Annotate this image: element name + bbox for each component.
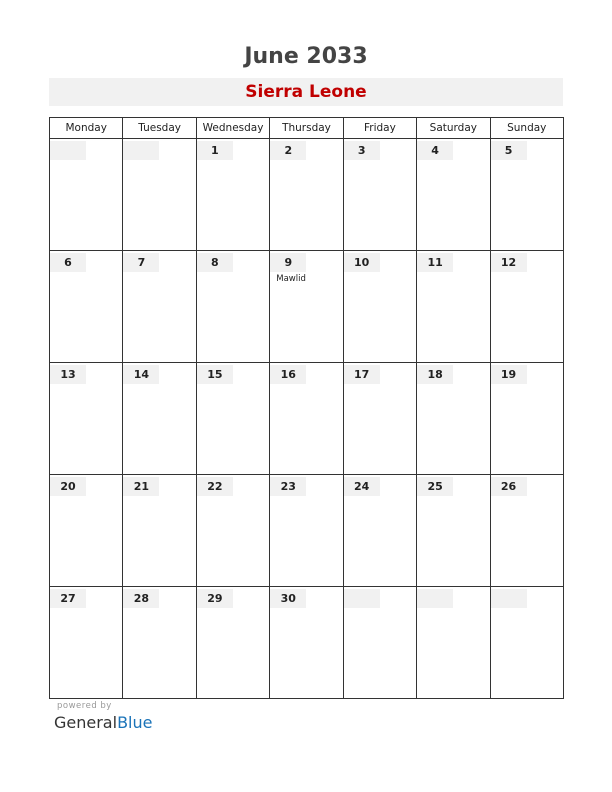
day-number: 17 <box>344 365 380 384</box>
day-cell <box>343 139 416 251</box>
day-number: 6 <box>50 253 86 272</box>
day-cell <box>50 475 123 587</box>
weekday-header: Thursday <box>270 118 343 139</box>
day-cell <box>343 251 416 363</box>
week-row <box>50 587 564 699</box>
day-number <box>491 589 527 608</box>
day-cell <box>490 139 563 251</box>
day-cell <box>123 587 196 699</box>
day-number: 20 <box>50 477 86 496</box>
day-cell <box>123 139 196 251</box>
day-cell <box>270 475 343 587</box>
day-number: 9 <box>270 253 306 272</box>
day-number: 14 <box>123 365 159 384</box>
weekday-header: Monday <box>50 118 123 139</box>
day-cell <box>123 363 196 475</box>
day-cell <box>490 475 563 587</box>
day-number <box>50 141 86 160</box>
day-number: 28 <box>123 589 159 608</box>
day-number: 23 <box>270 477 306 496</box>
day-number: 7 <box>123 253 159 272</box>
day-number: 22 <box>197 477 233 496</box>
day-number: 5 <box>491 141 527 160</box>
day-number: 21 <box>123 477 159 496</box>
week-row <box>50 363 564 475</box>
holiday-label: Mawlid <box>276 274 306 284</box>
day-number: 24 <box>344 477 380 496</box>
day-cell <box>417 587 490 699</box>
day-cell <box>343 363 416 475</box>
week-row <box>50 251 564 363</box>
day-number: 10 <box>344 253 380 272</box>
day-number <box>344 589 380 608</box>
brand-general: General <box>54 713 118 732</box>
day-cell <box>196 587 269 699</box>
day-number: 12 <box>491 253 527 272</box>
week-row <box>50 139 564 251</box>
day-cell <box>417 251 490 363</box>
day-number: 13 <box>50 365 86 384</box>
day-cell <box>343 475 416 587</box>
day-cell <box>196 139 269 251</box>
day-number <box>417 589 453 608</box>
country-banner <box>49 78 563 106</box>
day-cell <box>123 251 196 363</box>
day-number: 19 <box>491 365 527 384</box>
powered-by-text: powered by <box>57 701 112 711</box>
day-cell <box>123 475 196 587</box>
day-number: 25 <box>417 477 453 496</box>
day-cell <box>196 475 269 587</box>
day-cell <box>50 363 123 475</box>
day-number: 2 <box>270 141 306 160</box>
day-cell <box>417 475 490 587</box>
weekday-header: Sunday <box>490 118 563 139</box>
day-cell <box>490 587 563 699</box>
day-cell <box>417 363 490 475</box>
day-cell <box>50 587 123 699</box>
day-number: 29 <box>197 589 233 608</box>
weekday-header: Saturday <box>417 118 490 139</box>
day-cell <box>270 587 343 699</box>
day-cell <box>270 363 343 475</box>
weekday-header: Wednesday <box>196 118 269 139</box>
day-number: 15 <box>197 365 233 384</box>
day-cell <box>490 251 563 363</box>
day-number: 4 <box>417 141 453 160</box>
day-number: 16 <box>270 365 306 384</box>
day-cell <box>417 139 490 251</box>
day-cell <box>270 139 343 251</box>
day-number <box>123 141 159 160</box>
day-cell <box>50 251 123 363</box>
day-number: 3 <box>344 141 380 160</box>
day-number: 18 <box>417 365 453 384</box>
day-cell <box>196 251 269 363</box>
weekday-header: Friday <box>343 118 416 139</box>
day-cell <box>50 139 123 251</box>
country-name: Sierra Leone <box>245 82 367 102</box>
day-number: 27 <box>50 589 86 608</box>
day-cell <box>270 251 343 363</box>
day-cell <box>343 587 416 699</box>
day-cell <box>490 363 563 475</box>
weekday-header: Tuesday <box>123 118 196 139</box>
day-number: 26 <box>491 477 527 496</box>
week-row <box>50 475 564 587</box>
weekday-header-row <box>50 118 564 139</box>
day-number: 8 <box>197 253 233 272</box>
generalblue-logo[interactable] <box>54 713 152 732</box>
calendar-grid <box>49 117 564 699</box>
page-title: June 2033 <box>244 44 368 69</box>
day-number: 30 <box>270 589 306 608</box>
day-number: 11 <box>417 253 453 272</box>
brand-blue: Blue <box>117 713 153 732</box>
day-number: 1 <box>197 141 233 160</box>
day-cell <box>196 363 269 475</box>
